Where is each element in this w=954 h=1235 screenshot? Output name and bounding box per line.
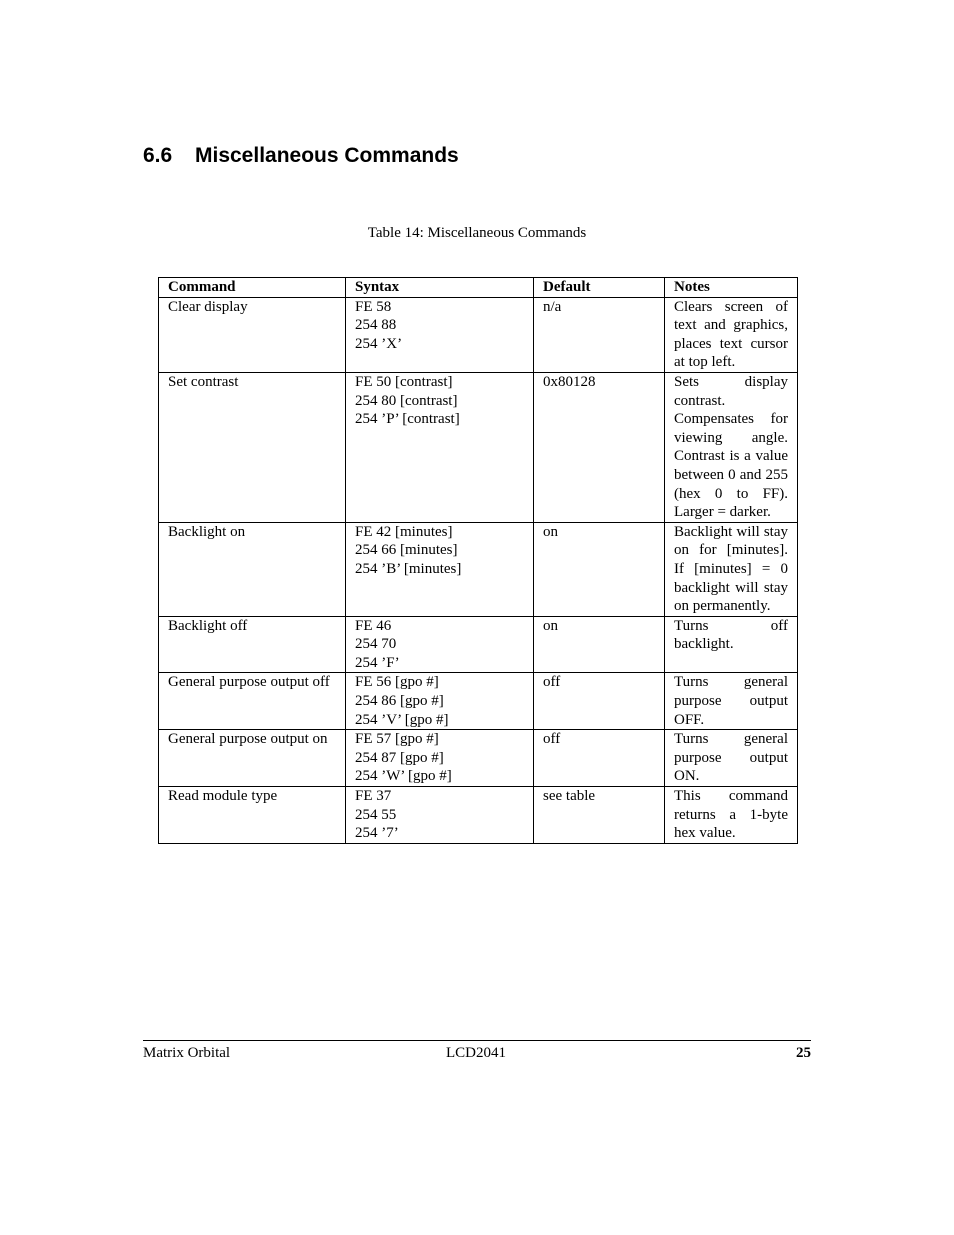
footer-company: Matrix Orbital — [143, 1045, 231, 1061]
cell-notes: This command returns a 1-byte hex value. — [665, 787, 798, 844]
cell-syntax — [346, 787, 534, 844]
table-row — [159, 616, 798, 673]
cell-notes: Sets display contrast. Compensates for viewing angle. Contrast is a value between 0 and 255 (hex 0 to FF). Larger = darker. — [665, 372, 798, 522]
table-row — [159, 730, 798, 787]
syntax-line: 254 ’P’ [contrast] — [355, 411, 460, 428]
syntax-line: 254 66 [minutes] — [355, 542, 458, 559]
syntax-line: 254 ’B’ [minutes] — [355, 560, 462, 577]
header-syntax: Syntax — [346, 278, 534, 298]
cell-syntax — [346, 616, 534, 673]
syntax-line: FE 50 [contrast] — [355, 373, 453, 390]
section-title: Miscellaneous Commands — [195, 144, 459, 167]
syntax-line: FE 37 — [355, 788, 392, 805]
syntax-line: 254 ’X’ — [355, 335, 403, 352]
cell-default: on — [534, 522, 665, 616]
cell-default: n/a — [534, 297, 665, 372]
cell-command: Backlight on — [159, 522, 346, 616]
syntax-line: FE 42 [minutes] — [355, 523, 453, 540]
syntax-line: FE 58 — [355, 298, 392, 315]
syntax-line: FE 46 — [355, 617, 392, 634]
header-command: Command — [159, 278, 346, 298]
cell-command: General purpose output off — [159, 673, 346, 730]
cell-syntax — [346, 673, 534, 730]
section-number: 6.6 — [143, 144, 173, 167]
table-row — [159, 372, 798, 522]
cell-default: see table — [534, 787, 665, 844]
syntax-line: 254 ’F’ — [355, 654, 400, 671]
cell-default: off — [534, 730, 665, 787]
syntax-line: 254 55 — [355, 806, 397, 823]
section-heading — [143, 144, 459, 168]
table-row — [159, 787, 798, 844]
syntax-line: 254 87 [gpo #] — [355, 749, 444, 766]
syntax-line: FE 56 [gpo #] — [355, 674, 439, 691]
cell-command: Set contrast — [159, 372, 346, 522]
table-row — [159, 673, 798, 730]
cell-default: on — [534, 616, 665, 673]
syntax-line: 254 86 [gpo #] — [355, 693, 444, 710]
cell-notes: Turns general purpose output OFF. — [665, 673, 798, 730]
cell-command: General purpose output on — [159, 730, 346, 787]
cell-default: 0x80128 — [534, 372, 665, 522]
cell-command: Read module type — [159, 787, 346, 844]
syntax-line: 254 80 [contrast] — [355, 392, 458, 409]
page-number: 25 — [796, 1045, 811, 1061]
cell-notes: Turns off backlight. — [665, 616, 798, 673]
syntax-line: 254 70 — [355, 636, 397, 653]
cell-syntax — [346, 730, 534, 787]
cell-syntax — [346, 522, 534, 616]
commands-table — [158, 277, 798, 844]
cell-syntax — [346, 297, 534, 372]
table-row — [159, 522, 798, 616]
syntax-line: 254 ’V’ [gpo #] — [355, 711, 449, 728]
table-caption: Table 14: Miscellaneous Commands — [367, 225, 587, 241]
table-row — [159, 297, 798, 372]
footer-divider — [143, 1040, 811, 1041]
cell-notes: Clears screen of text and graphics, places text cursor at top left. — [665, 297, 798, 372]
cell-notes: Turns general purpose output ON. — [665, 730, 798, 787]
syntax-line: 254 88 — [355, 317, 397, 334]
syntax-line: 254 ’7’ — [355, 825, 399, 842]
cell-default: off — [534, 673, 665, 730]
table-header-row — [159, 278, 798, 298]
syntax-line: 254 ’W’ [gpo #] — [355, 768, 452, 785]
header-default: Default — [534, 278, 665, 298]
header-notes: Notes — [665, 278, 798, 298]
cell-command: Clear display — [159, 297, 346, 372]
cell-syntax — [346, 372, 534, 522]
syntax-line: FE 57 [gpo #] — [355, 731, 439, 748]
cell-command: Backlight off — [159, 616, 346, 673]
footer-model: LCD2041 — [446, 1045, 506, 1061]
cell-notes: Backlight will stay on for [minutes]. If [minutes] = 0 backlight will stay on permanently. — [665, 522, 798, 616]
